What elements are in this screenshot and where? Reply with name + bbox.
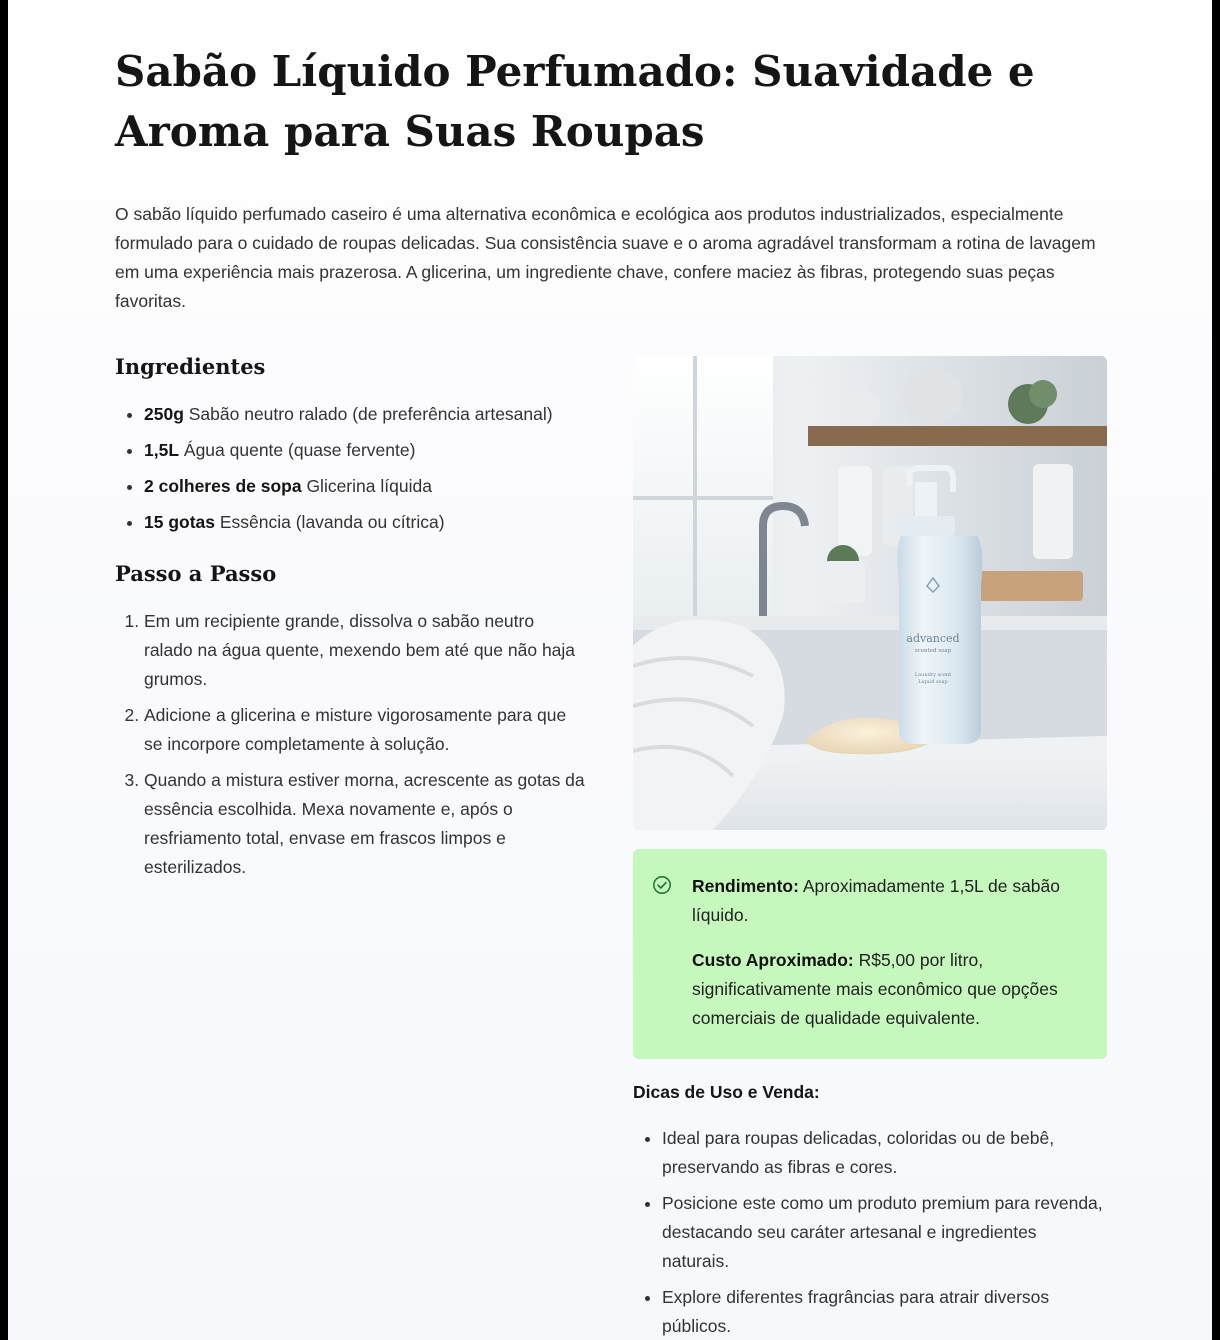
check-circle-icon xyxy=(652,875,672,895)
ingredient-item xyxy=(144,508,585,537)
ingredient-qty: 250g xyxy=(144,404,184,424)
ingredients-list xyxy=(115,400,585,537)
yield-cost-box xyxy=(633,849,1107,1059)
ingredient-qty: 15 gotas xyxy=(144,512,215,532)
ingredient-item xyxy=(144,400,585,429)
cost-text: R$5,00 por litro, significativamente mais econômico que opções comerciais de qualidade equivalente. xyxy=(692,950,1058,1028)
tips-list xyxy=(633,1124,1107,1340)
recipe-column xyxy=(115,350,585,889)
yield-text: Aproximadamente 1,5L de sabão líquido. xyxy=(692,876,1061,925)
yield-label: Rendimento: xyxy=(692,876,799,896)
page xyxy=(8,0,1212,1340)
tip-item: • Ideal para roupas delicadas, coloridas ou de bebê, preservando as fibras e cores. xyxy=(662,1124,1107,1182)
steps-list xyxy=(115,607,585,882)
tip-item: • Posicione este como um produto premium para revenda, destacando seu caráter artesanal e ingredientes naturais. xyxy=(662,1189,1107,1276)
intro-paragraph: O sabão líquido perfumado caseiro é uma alternativa econômica e ecológica aos produtos industrializados, especialmente formulado para o cuidado de roupas delicadas. Sua consistência suave e o aroma agradável transformam a rotina de lavagem em uma experiência mais prazerosa. A glicerina, um ingrediente chave, confere maciez às fibras, protegendo suas peças favoritas. xyxy=(115,204,1096,311)
ingredient-text: Sabão neutro ralado (de preferência artesanal) xyxy=(183,404,553,424)
yield-line xyxy=(692,872,1089,930)
ingredient-text: Glicerina líquida xyxy=(301,476,432,496)
step-item: 1. Em um recipiente grande, dissolva o sabão neutro ralado na água quente, mexendo bem até que não haja grumos. xyxy=(144,607,585,694)
step-item: 3. Quando a mistura estiver morna, acrescente as gotas da essência escolhida. Mexa novamente e, após o resfriamento total, envase em frascos limpos e esterilizados. xyxy=(144,766,585,882)
ingredient-item xyxy=(144,472,585,501)
page-title: Sabão Líquido Perfumado: Suavidade e Aroma para Suas Roupas xyxy=(115,47,1035,156)
ingredient-text: Essência (lavanda ou cítrica) xyxy=(215,512,445,532)
tips-heading: Dicas de Uso e Venda: xyxy=(633,1082,820,1102)
bottle-label-line1: Laundry scent xyxy=(914,672,952,678)
steps-heading: Passo a Passo xyxy=(115,561,277,586)
bottle-label-sub: scented soap xyxy=(914,648,952,654)
bottle-label-line2: Liquid soap xyxy=(918,679,948,685)
bottle-label-main: advanced xyxy=(906,632,960,645)
product-photo xyxy=(633,356,1107,830)
cost-line xyxy=(692,946,1089,1033)
ingredient-qty: 1,5L xyxy=(144,440,180,460)
ingredient-qty: 2 colheres de sopa xyxy=(144,476,302,496)
ingredients-heading: Ingredientes xyxy=(115,354,266,379)
cost-label: Custo Aproximado: xyxy=(692,950,854,970)
ingredient-text: Água quente (quase fervente) xyxy=(179,440,416,460)
tip-item: • Explore diferentes fragrâncias para atrair diversos públicos. xyxy=(662,1283,1107,1340)
ingredient-item xyxy=(144,436,585,465)
step-item: 2. Adicione a glicerina e misture vigorosamente para que se incorpore completamente à solução. xyxy=(144,701,585,759)
